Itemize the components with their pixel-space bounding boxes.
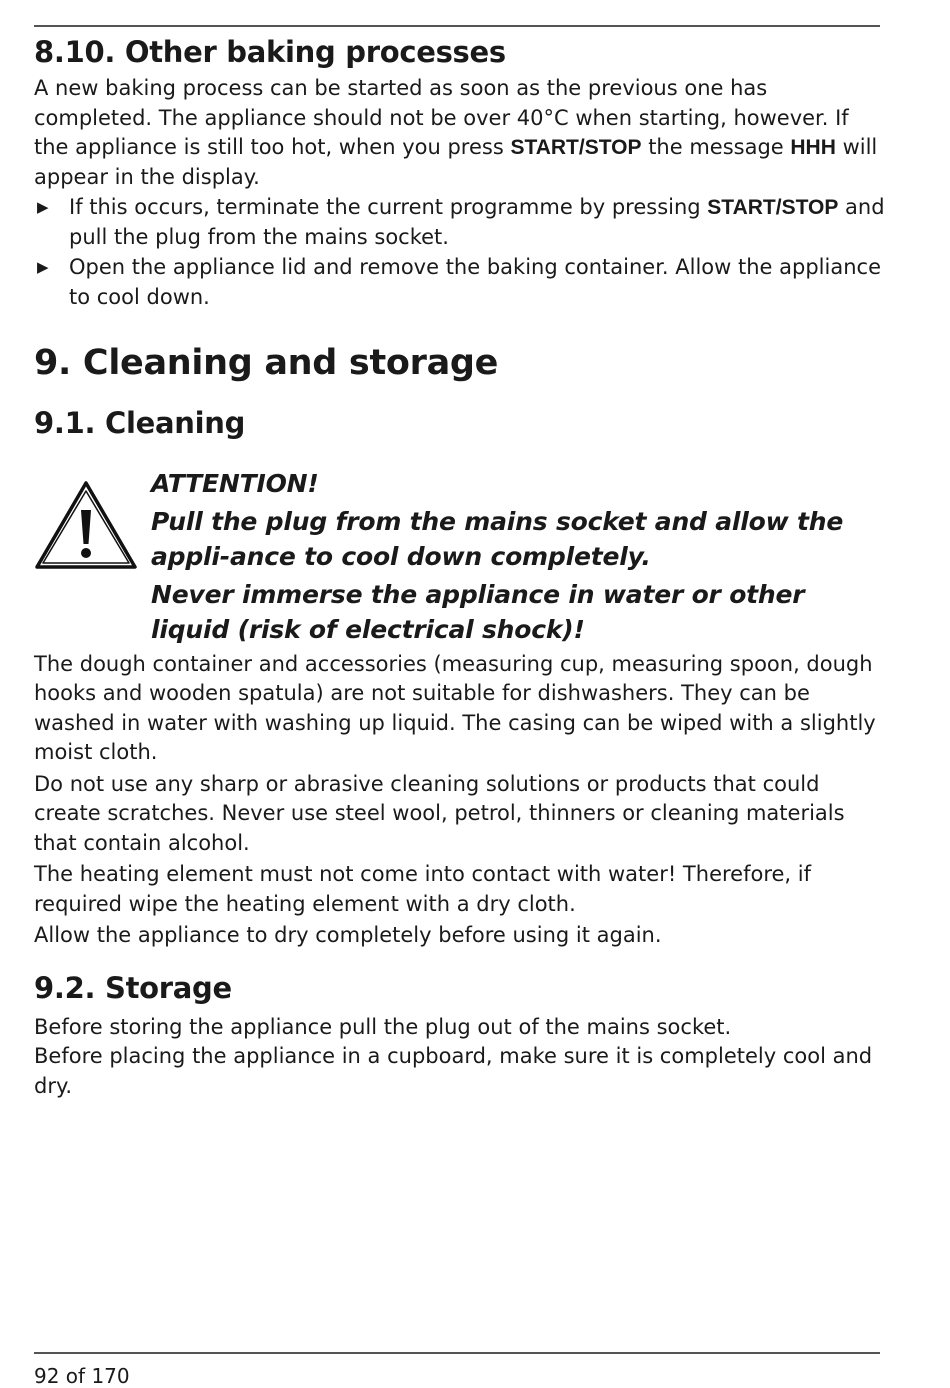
footer-rule — [34, 1352, 880, 1354]
page-number: 92 of 170 — [34, 1364, 130, 1388]
list-item: ▶ Open the appliance lid and remove the baking container. Allow the appliance to cool down. — [37, 255, 881, 309]
attention-notice — [34, 466, 886, 648]
instruction-list — [34, 193, 886, 312]
cleaning-paragraph-abrasive: Do not use any sharp or abrasive cleaning solutions or products that could create scratches. Never use steel wool, petrol, thinners or cleaning materials that contain alcohol. — [34, 771, 845, 855]
cleaning-paragraph-dry: Allow the appliance to dry completely before using it again. — [34, 923, 662, 947]
warning-triangle-icon — [34, 480, 138, 570]
page-content — [34, 30, 886, 1101]
list-item: ▶ If this occurs, terminate the current programme by pressing START/STOP and pull the plug from the mains socket. — [37, 195, 885, 249]
start-stop-keyword: START/STOP — [510, 136, 642, 159]
section-heading-8-10: 8.10. Other baking processes — [34, 35, 506, 69]
triangle-right-icon: ▶ — [37, 258, 49, 276]
attention-text-unplug: Pull the plug from the mains socket and allow the appli-ance to cool down completely. — [151, 506, 844, 571]
storage-paragraph-unplug: Before storing the appliance pull the plug out of the mains socket. — [34, 1014, 732, 1039]
header-rule — [34, 25, 880, 27]
hhh-message-keyword: HHH — [790, 136, 836, 159]
storage-paragraph-cupboard: Before placing the appliance in a cupboard, make sure it is completely cool and dry. — [34, 1044, 873, 1098]
triangle-right-icon: ▶ — [37, 198, 49, 216]
cleaning-paragraph-dishwasher: The dough container and accessories (measuring cup, measuring spoon, dough hooks and wooden spatula) are not suitable for dishwashers. They can be washed in water with washing up liquid. The casing can be wiped with a slightly moist cloth. — [34, 651, 876, 764]
attention-title: ATTENTION! — [151, 469, 319, 498]
attention-text-immerse: Never immerse the appliance in water or other liquid (risk of electrical shock)! — [151, 579, 805, 644]
start-stop-keyword: START/STOP — [707, 196, 839, 219]
section-8-10-paragraph: A new baking process can be started as soon as the previous one has completed. The appliance should not be over 40°C when starting, however. If the appliance is still too hot, when you press START/STOP the message HHH will appear in the display. — [34, 76, 878, 189]
section-heading-9-2: 9.2. Storage — [34, 970, 232, 1005]
cleaning-text — [34, 650, 886, 951]
section-heading-9-1: 9.1. Cleaning — [34, 406, 246, 440]
storage-text — [34, 1013, 886, 1102]
cleaning-paragraph-heating-element: The heating element must not come into contact with water! Therefore, if required wipe the heating element with a dry cloth. — [34, 862, 811, 916]
section-heading-9: 9. Cleaning and storage — [34, 343, 499, 383]
